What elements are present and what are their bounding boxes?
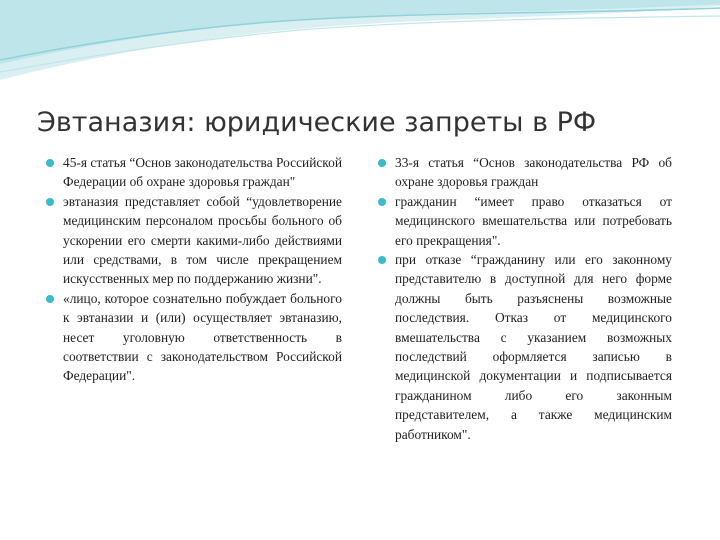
list-item xyxy=(378,153,672,192)
list-item-text: эвтаназия представляет собой “удовлетворение медицинским персоналом просьбы больного об ускорении его смерти какими-либо действиями или средствами, в том числе прекращением искусственных мер по поддержанию жизни". xyxy=(63,193,342,287)
list-item-text: 45-я статья “Основ законодательства Российской Федерации об охране здоровья граждан" xyxy=(63,155,342,190)
list-item xyxy=(378,192,672,250)
bullet-icon xyxy=(46,198,54,206)
list-item xyxy=(46,153,342,192)
bullet-icon xyxy=(378,256,386,264)
list-item-text: при отказе “гражданину или его законному представителю в доступной для него форме должны быть разъяснены возможные последствия. Отказ от медицинского вмешательства с указанием возможных последствий оформляется записью в медицинской документации и подписывается гражданином либо его законным представителем, а также медицинским работником". xyxy=(395,252,672,442)
left-column-list xyxy=(46,153,342,386)
page-title: Эвтаназия: юридические запреты в РФ xyxy=(37,107,597,138)
bullet-icon xyxy=(46,295,54,303)
bullet-icon xyxy=(378,198,386,206)
header-wave-decoration xyxy=(0,0,720,100)
list-item-text: гражданин “имеет право отказаться от медицинского вмешательства или потребовать его прекращения". xyxy=(395,193,672,248)
list-item xyxy=(46,192,342,289)
bullet-icon xyxy=(378,159,386,167)
right-column-list xyxy=(378,153,672,444)
list-item xyxy=(378,250,672,444)
list-item-text: 33-я статья “Основ законодательства РФ об охране здоровья граждан xyxy=(395,155,672,190)
list-item xyxy=(46,289,342,386)
bullet-icon xyxy=(46,159,54,167)
list-item-text: «лицо, которое сознательно побуждает больного к эвтаназии и (или) осуществляет эвтаназию, несет уголовную ответственность в соответствии с законодательством Российской Федерации". xyxy=(63,290,342,384)
